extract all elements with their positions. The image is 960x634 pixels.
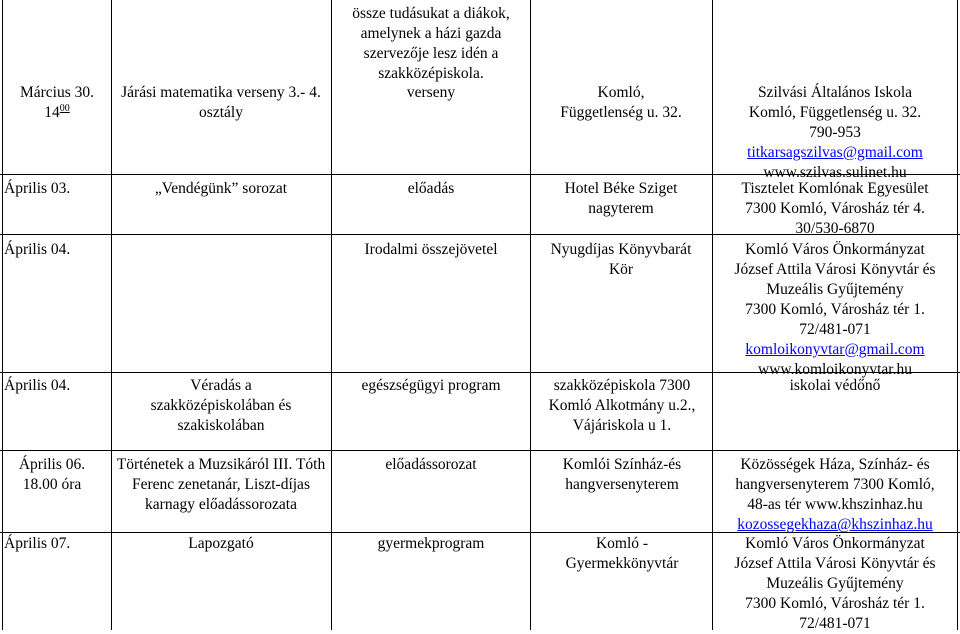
row-location-cell: Komló - Gyermekkönyvtár — [565, 535, 679, 572]
email-link[interactable]: titkarsagszilvas@gmail.com — [747, 144, 923, 161]
row-date-cell: Április 07. — [4, 535, 71, 552]
row-organizer-cell: Szilvási Általános Iskola Komló, Függetlenség u. 32. 790-953 titkarsagszilvas@gmail.com www.szilvas.sulinet.hu — [714, 83, 956, 183]
row-type-cell: össze tudásukat a diákok, amelynek a házi gazda szervezője lesz idén a szakközépiskola. — [352, 5, 510, 82]
row-type-cell: előadás — [407, 180, 455, 197]
table-border-right — [957, 0, 958, 630]
row-date-cell: Április 04. — [4, 241, 71, 258]
row-type-cell: Irodalmi összejövetel — [364, 241, 498, 258]
row-organizer-cell: Komló Város Önkormányzat József Attila Városi Könyvtár és Muzeális Gyűjtemény 7300 Komló, Városház tér 1. 72/481-071 komloikonyvtar@gmail.com www.komloikonyvtar.hu — [714, 240, 956, 380]
email-link[interactable]: kozossegekhaza@khszinhaz.hu — [737, 516, 933, 533]
row-title-cell: Véradás a szakközépiskolában és szakiskolában — [150, 377, 292, 434]
row-type-cell: előadássorozat — [385, 456, 477, 473]
table-row — [334, 4, 528, 84]
row-location-cell: Komló, Függetlenség u. 32. — [560, 84, 682, 121]
table-border-col4 — [712, 0, 713, 630]
row-divider — [0, 450, 960, 451]
row-date-cell: Március 30. — [19, 84, 95, 101]
row-organizer-cell: Közösségek Háza, Színház- és hangversenyterem 7300 Komló, 48-as tér www.khszinhaz.hu kozossegekhaza@khszinhaz.hu — [714, 455, 956, 535]
row-location-cell: Komlói Színház-és hangversenyterem — [562, 456, 682, 493]
table-border-col2 — [331, 0, 332, 630]
row-title-cell: „Vendégünk” sorozat — [154, 180, 288, 197]
table-border-left — [2, 0, 3, 630]
table-row — [4, 83, 110, 123]
row-time-cell: $14^{00}$ — [44, 102, 70, 121]
row-title-cell: Történetek a Muzsikáról III. Tóth Ferenc zenetanár, Liszt-díjas karnagy előadássorozata — [116, 456, 326, 513]
row-organizer-cell: Komló Város Önkormányzat József Attila Városi Könyvtár és Muzeális Gyűjtemény 7300 Komló, Városház tér 1. 72/481-071 — [734, 535, 936, 632]
table-border-col3 — [530, 0, 531, 630]
row-location-cell: Nyugdíjas Könyvbarát Kör — [550, 241, 692, 278]
row-date-cell: Április 04. — [4, 377, 71, 394]
email-link[interactable]: komloikonyvtar@gmail.com — [745, 341, 925, 358]
website-link[interactable]: www.szilvas.sulinet.hu — [763, 164, 907, 181]
row-title-cell: Járási matematika verseny 3.- 4. osztály — [121, 84, 321, 121]
row-type-cell: verseny — [406, 84, 456, 101]
row-location-cell: szakközépiskola 7300 Komló Alkotmány u.2., Vájáriskola u 1. — [548, 377, 696, 434]
row-location-cell: Hotel Béke Sziget nagyterem — [564, 180, 678, 217]
row-title-cell: Lapozgató — [188, 535, 254, 552]
table-border-col1 — [111, 0, 112, 630]
row-type-cell: egészségügyi program — [361, 377, 501, 394]
row-organizer-cell: Tisztelet Komlónak Egyesület 7300 Komló, Városház tér 4. 30/530-6870 — [741, 180, 929, 237]
row-date-cell: Április 03. — [4, 180, 71, 197]
row-date-cell: Április 06. 18.00 óra — [18, 456, 86, 493]
row-type-cell: gyermekprogram — [377, 535, 485, 552]
website-link[interactable]: www.komloikonyvtar.hu — [758, 361, 912, 378]
row-organizer-cell: iskolai védőnő — [789, 377, 881, 394]
